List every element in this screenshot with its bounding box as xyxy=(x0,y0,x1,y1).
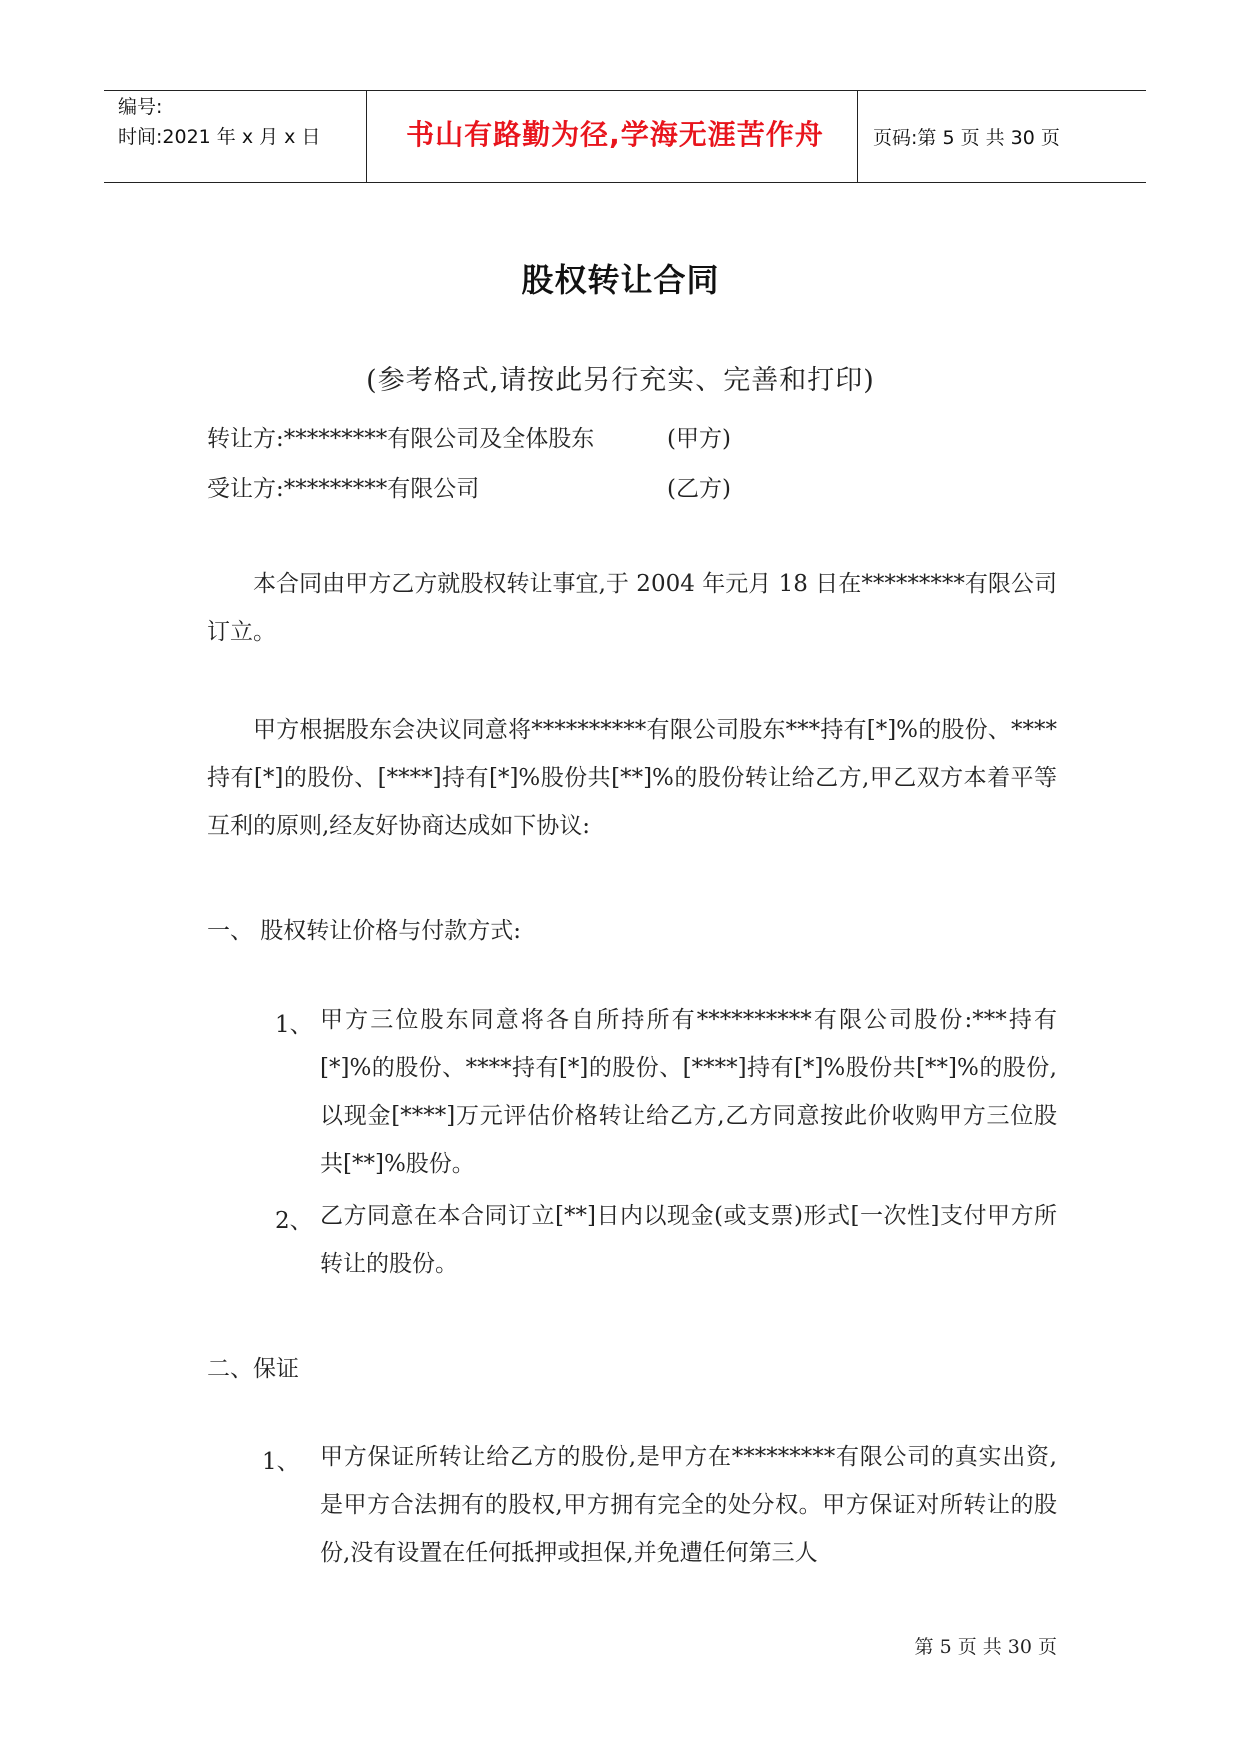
list-item-number: 1、 xyxy=(262,1449,300,1475)
party-label: 受让方:*********有限公司 xyxy=(207,476,480,502)
header-divider-left xyxy=(366,90,367,183)
section-heading-guarantee: 二、保证 xyxy=(207,1356,299,1382)
list-item-number: 2、 xyxy=(275,1208,313,1234)
header-meta xyxy=(118,92,320,152)
agreement-paragraph: 甲方根据股东会决议同意将**********有限公司股东***持有[*]%的股份、****持有[*]的股份、[****]持有[*]%股份共[**]%的股份转让给乙方,甲乙双方本着平等互利的原则,经友好协商达成如下协议: xyxy=(207,717,1057,839)
list-item-text: 甲方保证所转让给乙方的股份,是甲方在*********有限公司的真实出资,是甲方合法拥有的股权,甲方拥有完全的处分权。甲方保证对所转让的股份,没有设置在任何抵押或担保,并免遭任何第三人 xyxy=(320,1444,1057,1566)
header-motto: 书山有路勤为径,学海无涯苦作舟 xyxy=(406,118,824,151)
document-time: 时间:2021 年 x 月 x 日 xyxy=(118,126,321,148)
party-label: 转让方:*********有限公司及全体股东 xyxy=(207,426,595,452)
party-role: (甲方) xyxy=(667,426,731,452)
party-transferee xyxy=(207,470,731,503)
header-page-info: 页码:第 5 页 共 30 页 xyxy=(873,127,1060,149)
header-top-rule xyxy=(104,90,1146,91)
footer-page-number: 第 5 页 共 30 页 xyxy=(914,1636,1057,1658)
document-subtitle: (参考格式,请按此另行充实、完善和打印) xyxy=(366,365,875,396)
party-transferor xyxy=(207,420,731,453)
list-item-text: 甲方三位股东同意将各自所持所有**********有限公司股份:***持有[*]%的股份、****持有[*]的股份、[****]持有[*]%股份共[**]%的股份,以现金[****]万元评估价格转让给乙方,乙方同意按此价收购甲方三位股共[**]%股份。 xyxy=(320,1007,1057,1177)
header-bottom-rule xyxy=(104,182,1146,183)
list-item-text: 乙方同意在本合同订立[**]日内以现金(或支票)形式[一次性]支付甲方所转让的股份。 xyxy=(320,1203,1057,1277)
document-number-label: 编号: xyxy=(118,96,163,118)
document-title: 股权转让合同 xyxy=(521,261,720,299)
intro-paragraph: 本合同由甲方乙方就股权转让事宜,于 2004 年元月 18 日在*********有限公司订立。 xyxy=(207,571,1057,645)
party-role: (乙方) xyxy=(667,476,731,502)
section-heading-price-payment: 一、 股权转让价格与付款方式: xyxy=(207,918,522,944)
list-item-number: 1、 xyxy=(275,1012,313,1038)
